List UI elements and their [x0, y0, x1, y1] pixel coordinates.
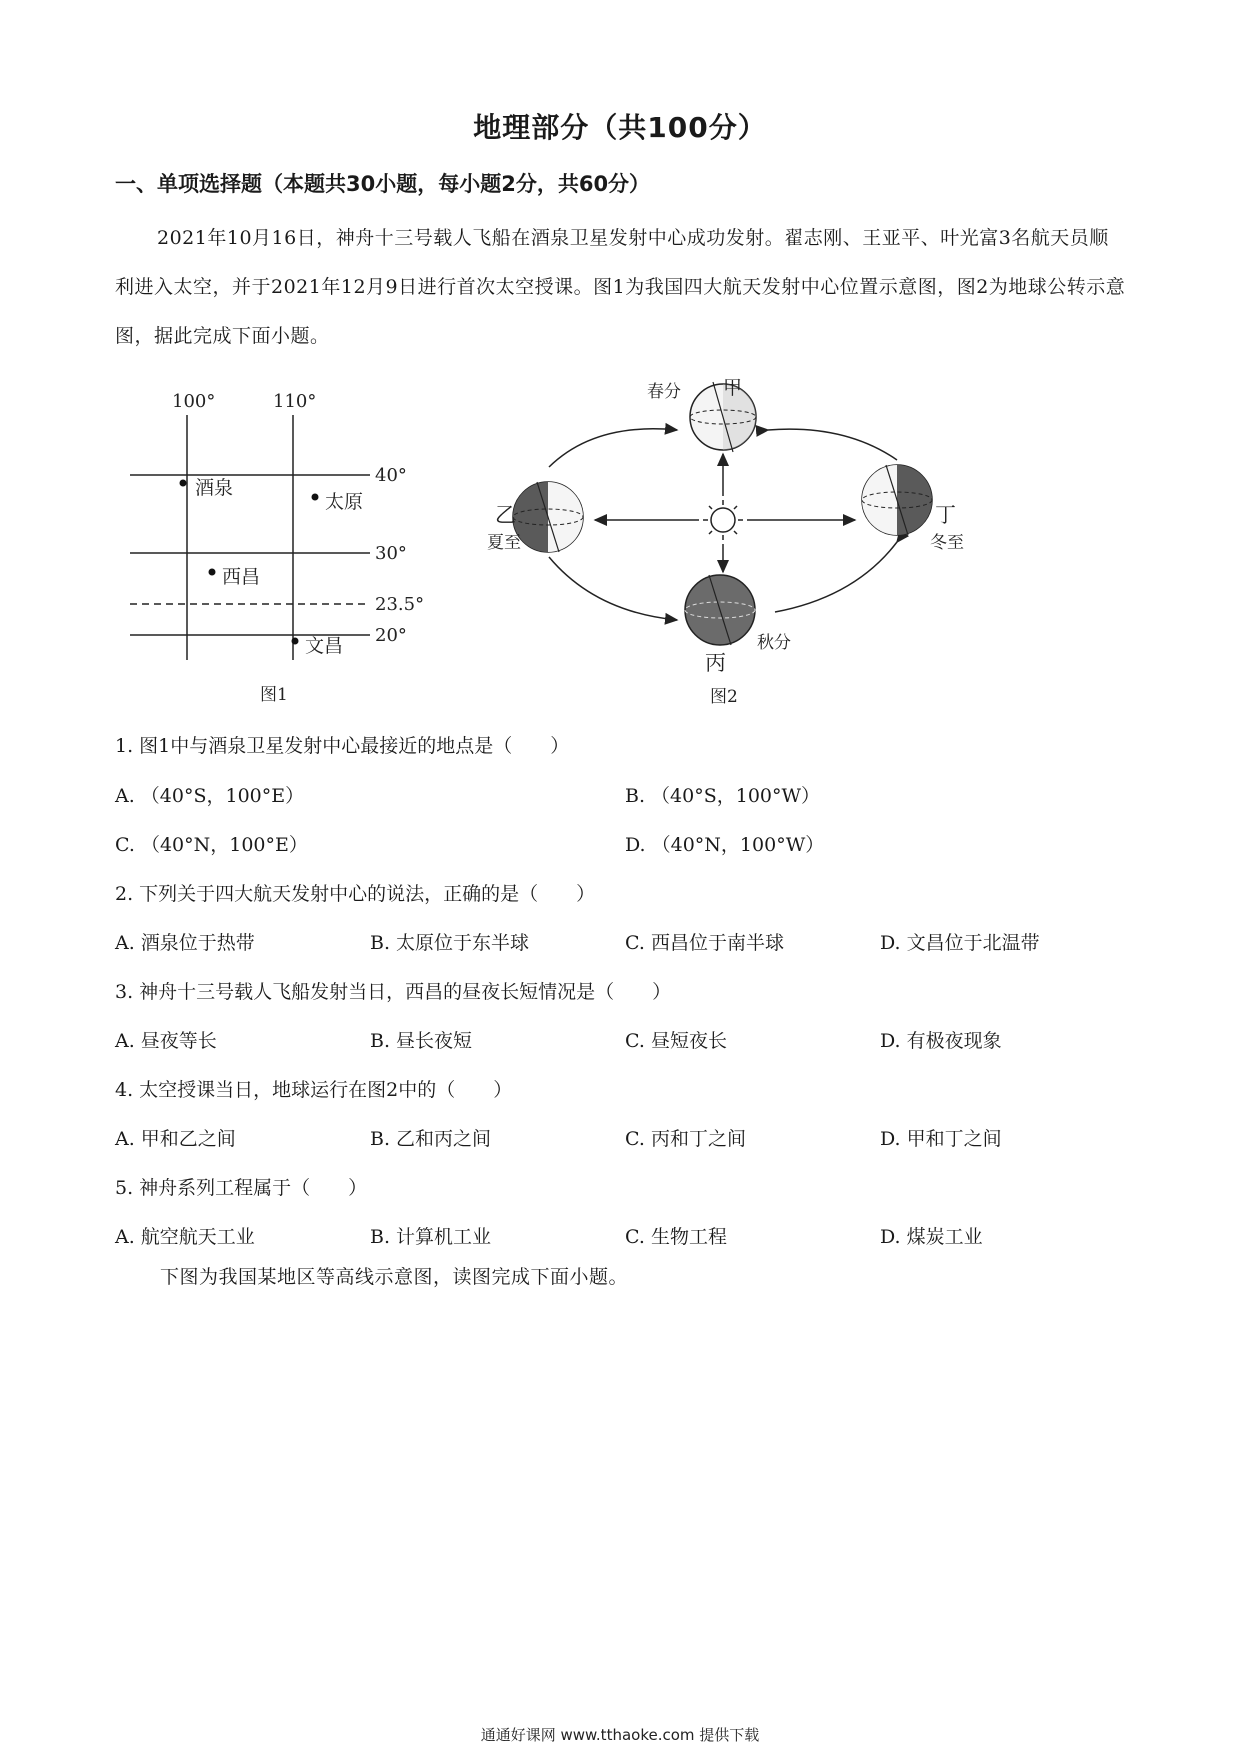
- question-4-option-b[interactable]: B. 乙和丙之间: [370, 1128, 492, 1150]
- question-1-option-b[interactable]: B. （40°S，100°W）: [625, 785, 821, 807]
- question-3-option-b[interactable]: B. 昼长夜短: [370, 1030, 473, 1052]
- question-2-option-c[interactable]: C. 西昌位于南半球: [625, 932, 784, 954]
- sun-icon: [703, 500, 743, 540]
- figure-1-caption: 图1: [260, 685, 288, 705]
- lat-label-20: 20°: [375, 625, 407, 646]
- question-3-option-c[interactable]: C. 昼短夜长: [625, 1030, 727, 1052]
- site-dot-wenchang: [292, 638, 299, 645]
- site-label-wenchang: 文昌: [305, 635, 344, 657]
- label-spring-equinox: 春分: [647, 382, 681, 402]
- question-5-option-b[interactable]: B. 计算机工业: [370, 1226, 492, 1248]
- earth-yi: [513, 482, 583, 552]
- site-dot-jiuquan: [180, 480, 187, 487]
- question-5-option-c[interactable]: C. 生物工程: [625, 1226, 727, 1248]
- label-jia: 甲: [723, 377, 743, 399]
- label-winter-solstice: 冬至: [930, 533, 964, 553]
- label-summer-solstice: 夏至: [487, 533, 521, 553]
- question-3-stem: 3. 神舟十三号载人飞船发射当日，西昌的昼夜长短情况是（ ）: [115, 981, 672, 1003]
- question-4-option-a[interactable]: A. 甲和乙之间: [115, 1128, 236, 1150]
- lon-label-110: 110°: [273, 391, 317, 412]
- label-yi: 乙: [495, 503, 516, 527]
- site-label-jiuquan: 酒泉: [195, 477, 234, 499]
- question-2-option-a[interactable]: A. 酒泉位于热带: [115, 932, 255, 954]
- earth-bing: [685, 575, 755, 645]
- lon-label-100: 100°: [172, 391, 216, 412]
- question-3-option-a[interactable]: A. 昼夜等长: [115, 1030, 217, 1052]
- orbit-arc-jia-to-ding: [768, 429, 897, 460]
- orbit-arc-yi-to-bing: [549, 557, 677, 620]
- footer-watermark: 通通好课网 www.tthaoke.com 提供下载: [480, 1726, 760, 1744]
- figure-1-svg: [120, 385, 450, 715]
- earth-ding: [862, 465, 932, 535]
- question-1-option-a[interactable]: A. （40°S，100°E）: [115, 785, 305, 807]
- orbit-arc-bing-to-ding: [775, 542, 897, 612]
- site-dot-taiyuan: [312, 494, 319, 501]
- figure-2-svg: [465, 372, 985, 717]
- question-3-option-d[interactable]: D. 有极夜现象: [880, 1030, 1002, 1052]
- label-autumn-equinox: 秋分: [757, 633, 791, 653]
- lat-label-40: 40°: [375, 465, 407, 486]
- closing-instruction: 下图为我国某地区等高线示意图，读图完成下面小题。: [160, 1266, 629, 1288]
- question-5-option-a[interactable]: A. 航空航天工业: [115, 1226, 255, 1248]
- page-title: 地理部分（共100分）: [473, 111, 767, 144]
- lat-label-30: 30°: [375, 543, 407, 564]
- question-2-option-b[interactable]: B. 太原位于东半球: [370, 932, 530, 954]
- orbit-arc-yi-to-jia: [549, 429, 677, 467]
- question-4-option-c[interactable]: C. 丙和丁之间: [625, 1128, 746, 1150]
- section-heading: 一、单项选择题（本题共30小题，每小题2分，共60分）: [115, 172, 651, 196]
- site-dot-xichang: [209, 569, 216, 576]
- question-4-option-d[interactable]: D. 甲和丁之间: [880, 1128, 1002, 1150]
- question-4-stem: 4. 太空授课当日，地球运行在图2中的（ ）: [115, 1079, 513, 1101]
- question-2-stem: 2. 下列关于四大航天发射中心的说法，正确的是（ ）: [115, 883, 596, 905]
- figure-2-revolution: [465, 372, 985, 717]
- figure-2-caption: 图2: [710, 687, 738, 707]
- figure-1-map: [120, 385, 450, 715]
- site-label-xichang: 西昌: [222, 566, 261, 588]
- question-5-option-d[interactable]: D. 煤炭工业: [880, 1226, 983, 1248]
- question-1-option-c[interactable]: C. （40°N，100°E）: [115, 834, 308, 856]
- label-ding: 丁: [935, 503, 956, 527]
- intro-paragraph: 2021年10月16日，神舟十三号载人飞船在酒泉卫星发射中心成功发射。翟志刚、王亚平、叶光富3名航天员顺利进入太空，并于2021年12月9日进行首次太空授课。图1为我国四大航天发射中心位置示意图，图2为地球公转示意图，据此完成下面小题。: [115, 227, 1126, 347]
- question-1-stem: 1. 图1中与酒泉卫星发射中心最接近的地点是（ ）: [115, 735, 570, 757]
- site-label-taiyuan: 太原: [325, 491, 364, 513]
- lat-label-23-5: 23.5°: [375, 594, 425, 615]
- question-5-stem: 5. 神舟系列工程属于（ ）: [115, 1177, 368, 1199]
- label-bing: 丙: [705, 651, 726, 675]
- question-2-option-d[interactable]: D. 文昌位于北温带: [880, 932, 1040, 954]
- question-1-option-d[interactable]: D. （40°N，100°W）: [625, 834, 825, 856]
